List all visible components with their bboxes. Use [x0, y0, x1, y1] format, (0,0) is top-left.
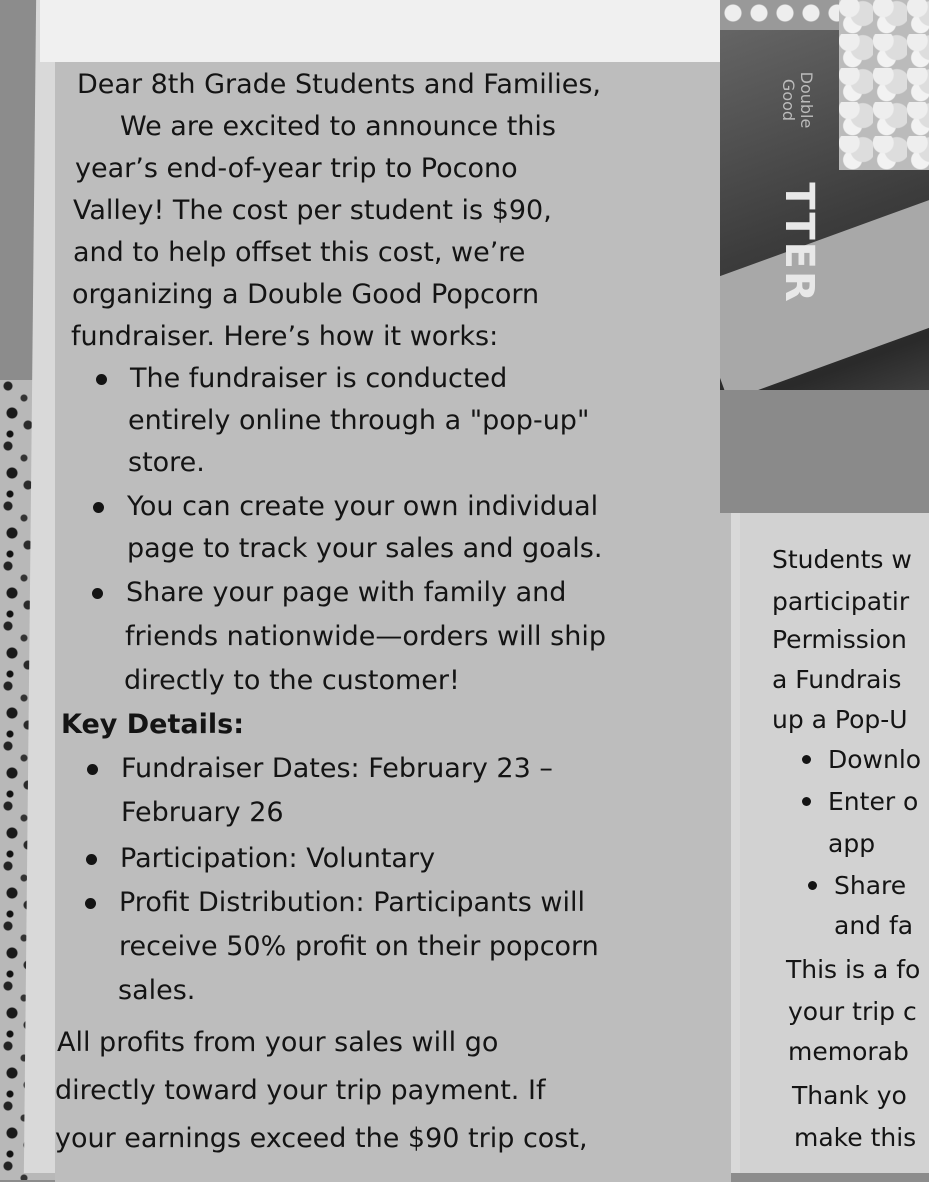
paper-top-margin — [40, 0, 730, 62]
key-detail-item: Fundraiser Dates: February 23 – — [121, 748, 553, 790]
how-it-works-item-cont: store. — [128, 447, 205, 478]
intro-line: organizing a Double Good Popcorn — [72, 279, 540, 310]
right-closing: make this — [794, 1123, 917, 1152]
right-bullet-cont: and fa — [834, 911, 914, 940]
key-details-heading: Key Details: — [61, 709, 244, 740]
how-it-works-item-cont: entirely online through a "pop-up" — [128, 405, 590, 436]
popcorn-top-image — [720, 0, 840, 30]
intro-line: We are excited to announce this — [120, 111, 556, 142]
right-line: Permission — [772, 625, 907, 654]
right-bullet-cont: app — [828, 829, 876, 858]
bag-stripe — [720, 199, 929, 401]
key-detail-item-cont: sales. — [118, 975, 196, 1006]
how-it-works-item: The fundraiser is conducted — [130, 358, 507, 400]
key-detail-item-cont: February 26 — [121, 797, 284, 828]
closing-line: directly toward your trip payment. If — [55, 1075, 546, 1106]
right-closing: memorab — [788, 1037, 909, 1066]
bag-text: TTER — [775, 182, 822, 304]
right-closing: your trip c — [788, 997, 917, 1026]
popcorn-image — [839, 0, 929, 170]
intro-line: and to help offset this cost, we’re — [73, 237, 526, 268]
letter-column — [55, 62, 731, 1182]
photo-bottom — [720, 390, 929, 513]
salutation: Dear 8th Grade Students and Families, — [77, 69, 601, 100]
closing-line: your earnings exceed the $90 trip cost, — [55, 1123, 588, 1154]
brand-logo: Double Good — [779, 71, 816, 129]
right-line: a Fundrais — [772, 665, 902, 694]
closing-line: All profits from your sales will go — [57, 1027, 499, 1058]
right-bullet: Share — [834, 865, 906, 906]
intro-line: year’s end-of-year trip to Pocono — [75, 153, 518, 184]
right-line: participatir — [772, 587, 910, 616]
right-bullet: Downlo — [828, 739, 921, 780]
how-it-works-item-cont: directly to the customer! — [124, 665, 460, 696]
key-detail-item: Participation: Voluntary — [120, 838, 435, 880]
how-it-works-item: Share your page with family and — [126, 572, 566, 614]
right-line: up a Pop-U — [772, 705, 908, 734]
how-it-works-item-cont: friends nationwide—orders will ship — [125, 621, 606, 652]
right-closing: This is a fo — [786, 955, 921, 984]
right-text-column — [740, 513, 929, 1173]
intro-line: fundraiser. Here’s how it works: — [71, 321, 499, 352]
intro-line: Valley! The cost per student is $90, — [73, 195, 552, 226]
right-bullet: Enter o — [828, 781, 918, 822]
how-it-works-item: You can create your own individual — [127, 486, 598, 528]
right-line: Students w — [772, 545, 912, 574]
how-it-works-item-cont: page to track your sales and goals. — [127, 533, 603, 564]
key-detail-item: Profit Distribution: Participants will — [119, 882, 585, 924]
right-closing: Thank yo — [792, 1081, 907, 1110]
popcorn-bag-photo — [720, 0, 929, 513]
key-detail-item-cont: receive 50% profit on their popcorn — [119, 931, 599, 962]
